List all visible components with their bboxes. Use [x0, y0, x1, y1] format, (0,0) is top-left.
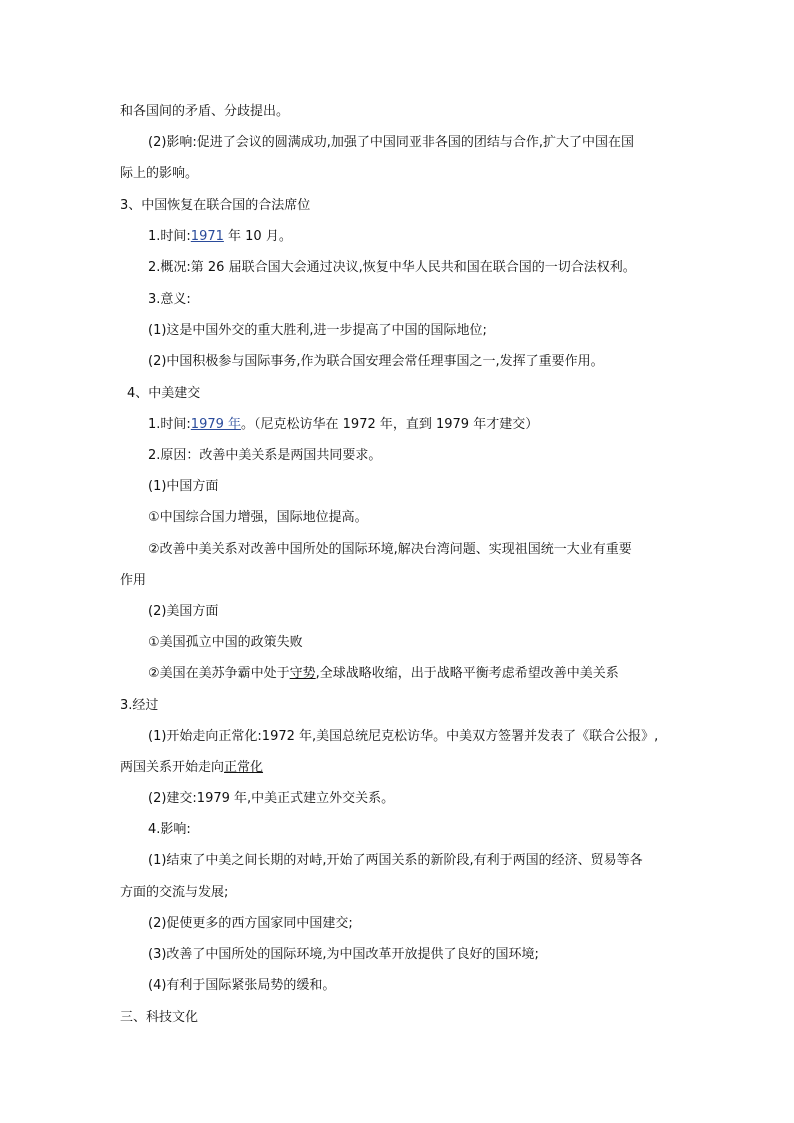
text-line: 际上的影响。	[120, 166, 199, 181]
underlined-term: 正常化	[224, 760, 264, 775]
text-line: (2)美国方面	[148, 604, 219, 619]
text-line: (2)促使更多的西方国家同中国建交;	[148, 916, 353, 931]
date-link[interactable]: 1971	[190, 229, 224, 244]
text-line: 2.概况:第 26 届联合国大会通过决议,恢复中华人民共和国在联合国的一切合法权利。	[148, 260, 636, 275]
date-link[interactable]: 1979 年	[190, 417, 242, 432]
text-line: (2)中国积极参与国际事务,作为联合国安理会常任理事国之一,发挥了重要作用。	[148, 354, 604, 369]
text-line: (1)这是中国外交的重大胜利,进一步提高了中国的国际地位;	[148, 323, 487, 338]
text-segment: 两国关系开始走向	[120, 760, 225, 775]
text-line: 方面的交流与发展;	[120, 885, 229, 900]
text-line: 和各国间的矛盾、分歧提出。	[120, 104, 290, 119]
text-line: ①美国孤立中国的政策失败	[148, 635, 303, 650]
text-line: 3.意义:	[148, 292, 191, 307]
text-line	[120, 760, 263, 776]
text-line	[148, 229, 292, 245]
text-segment: ,全球战略收缩，出于战略平衡考虑希望改善中美关系	[315, 666, 619, 681]
text-line: (3)改善了中国所处的国际环境,为中国改革开放提供了良好的国环境;	[148, 947, 539, 962]
text-segment: 。（尼克松访华在 1972 年，直到 1979 年才建交）	[241, 417, 539, 432]
text-line: 作用	[120, 573, 147, 588]
text-line: ②改善中美关系对改善中国所处的国际环境,解决台湾问题、实现祖国统一大业有重要	[148, 542, 632, 557]
section-heading: 三、科技文化	[120, 1010, 199, 1025]
text-line: 4.影响:	[148, 822, 191, 837]
section-heading: 4、中美建交	[127, 386, 201, 401]
text-segment: 年 10 月。	[223, 229, 292, 244]
text-segment: ②美国在美苏争霸中处于	[148, 666, 290, 681]
text-line	[148, 417, 538, 433]
text-line: 2.原因：改善中美关系是两国共同要求。	[148, 448, 382, 463]
text-segment: 1.时间:	[148, 417, 191, 432]
section-heading: 3、中国恢复在联合国的合法席位	[120, 198, 311, 213]
underlined-term: 守势	[289, 666, 316, 681]
text-line: (4)有利于国际紧张局势的缓和。	[148, 978, 336, 993]
text-line: (1)开始走向正常化:1972 年,美国总统尼克松访华。中美双方签署并发表了《联合公报》,	[148, 729, 659, 744]
text-line: (2)建交:1979 年,中美正式建立外交关系。	[148, 791, 395, 806]
text-line: ①中国综合国力增强，国际地位提高。	[148, 510, 368, 525]
text-line: (1)结束了中美之间长期的对峙,开始了两国关系的新阶段,有利于两国的经济、贸易等各	[148, 853, 643, 868]
text-line	[148, 666, 619, 682]
text-line: (1)中国方面	[148, 479, 219, 494]
text-segment: 1.时间:	[148, 229, 191, 244]
section-heading: 3.经过	[120, 698, 159, 713]
text-line: (2)影响:促进了会议的圆满成功,加强了中国同亚非各国的团结与合作,扩大了中国在国	[148, 135, 635, 150]
